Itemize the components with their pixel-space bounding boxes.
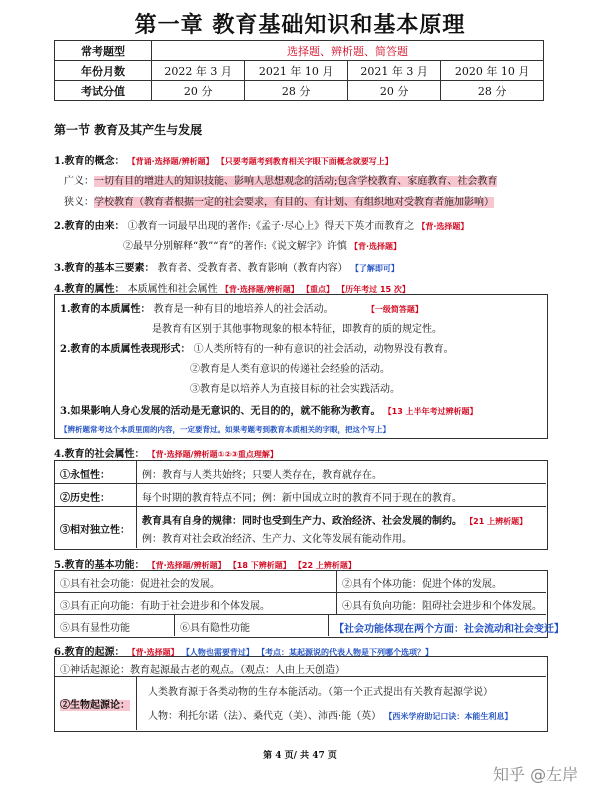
- social-label: ①永恒性：: [60, 470, 110, 481]
- row-label: 考试分值: [55, 81, 152, 101]
- question-types: 选择题、辨析题、简答题: [152, 41, 544, 61]
- year-cell: 2020 年 10 月: [441, 61, 544, 81]
- origin-word-line2: [123, 237, 401, 252]
- function-cell: ①具有社会功能：促进社会的发展。: [60, 579, 220, 590]
- attribute-line: [54, 280, 410, 295]
- score-cell: 20 分: [347, 81, 440, 101]
- highlight-text: 学校教育（教育者根据一定的社会要求，有目的、有计划、有组织地对受教育者施加影响）: [94, 197, 494, 208]
- label: 狭义：: [64, 197, 94, 208]
- section-title: 第一节 教育及其产生与发展: [54, 123, 203, 137]
- note: [60, 424, 390, 435]
- narrow-definition: [64, 193, 494, 208]
- tag: 【考点：某起源说的代表人物是下列哪个选项？】: [257, 648, 434, 657]
- essence-line: [60, 300, 423, 315]
- score-cell: 28 分: [441, 81, 544, 101]
- divider: [54, 676, 546, 677]
- function-note: 【社会功能体现在两个方面：社会流动和社会变迁】: [334, 624, 564, 635]
- score-cell: 20 分: [152, 81, 245, 101]
- divider: [54, 506, 546, 507]
- origin-edu-heading: 6.教育的起源：: [54, 647, 125, 658]
- year-cell: 2021 年 10 月: [245, 61, 348, 81]
- social-line: [54, 445, 278, 460]
- function-cell: ②具有个体功能：促进个体的发展。: [342, 579, 502, 590]
- text: 教育是一种有目的地培养人的社会活动。: [153, 304, 334, 315]
- function-cell: ③具有正向功能：有助于社会进步和个体发展。: [60, 601, 270, 612]
- divider: [328, 614, 329, 636]
- conclusion-line: [60, 402, 478, 417]
- origin-word-line1: [54, 217, 468, 232]
- social-text-row: [142, 512, 527, 527]
- tag: 【人物也需要背过】: [181, 648, 254, 657]
- function-cell: ⑥具有隐性功能: [180, 623, 250, 634]
- divider: [136, 676, 137, 730]
- social-heading: 4.教育的社会属性：: [54, 449, 145, 460]
- year-cell: 2021 年 3 月: [347, 61, 440, 81]
- manifest-heading: 2.教育的本质属性表现形式：: [60, 344, 191, 355]
- manifest-3: ③教育是以培养人为直接目标的社会实践活动。: [190, 384, 400, 395]
- text: 教育者、受教育者、教育影响（教育内容）: [157, 263, 348, 274]
- bio-line2-row: [148, 707, 512, 722]
- bio-line1: 人类教育源于各类动物的生存本能活动。（第一个正式提出有关教育起源学说）: [148, 687, 493, 698]
- attribute-heading: 4.教育的属性：: [54, 284, 125, 295]
- text: ①教育一词最早出现的著作:《孟子·尽心上》得天下英才而教育之: [127, 221, 415, 232]
- essence-heading: 1.教育的本质属性：: [60, 304, 151, 315]
- functions-line: [54, 556, 356, 571]
- conclusion: 3.如果影响人身心发展的活动是无意识的、无目的的，就不能称为教育。: [60, 406, 381, 417]
- elements-heading: 3.教育的基本三要素：: [54, 263, 155, 274]
- tag: 【背·选择题/辨析题】: [220, 285, 299, 294]
- tag: 【背·选择题】: [350, 242, 402, 251]
- text: ①人类所特有的一种有意识的社会活动，动物界没有教育。: [193, 344, 454, 355]
- tag: 【背·选择题/辨析题①②③重点理解】: [147, 450, 278, 459]
- row-label: 常考题型: [55, 41, 152, 61]
- myth-theory: ①神话起源论：教育起源最古老的观点。（观点：人由上天创造）: [60, 665, 345, 676]
- function-cell: ⑤具有显性功能: [60, 623, 130, 634]
- tag: 【重点】: [301, 285, 334, 294]
- tag: 【18 下辨析题】: [228, 561, 291, 570]
- social-text: 例：教育对社会政治经济、生产力、文化等发展有能动作用。: [142, 534, 412, 545]
- year-cell: 2022 年 3 月: [152, 61, 245, 81]
- highlight-text: 一切有目的增进人的知识技能、影响人思想观念的活动;包含学校教育、家庭教育、社会教育: [94, 176, 498, 187]
- chapter-title: 第一章 教育基础知识和基本原理: [134, 13, 466, 38]
- divider: [54, 592, 546, 593]
- tag: 【历年考过 15 次】: [337, 285, 410, 294]
- manifest-line: [60, 340, 454, 355]
- divider: [54, 614, 546, 615]
- score-cell: 28 分: [245, 81, 348, 101]
- tag: 【13 上半年考过辨析题】: [383, 407, 478, 416]
- bio-label: [60, 696, 130, 711]
- text: ②最早分别解释“教”“育”的著作:《说文解字》许慎: [123, 241, 347, 252]
- label: 广义：: [64, 176, 94, 187]
- tag: 【背诵·选择题/辨析题】: [127, 157, 214, 166]
- table-row: [55, 41, 544, 61]
- concept-heading-line: [54, 152, 393, 167]
- tag: 【西米学府助记口诀：本能生利息】: [384, 712, 513, 721]
- divider: [54, 483, 546, 484]
- social-label: ③相对独立性：: [60, 525, 130, 536]
- tag: 【背·选择题】: [417, 222, 469, 231]
- elements-line: [54, 259, 399, 274]
- tag: 【一级简答题】: [366, 305, 423, 314]
- concept-heading: 1.教育的概念：: [54, 156, 125, 167]
- bio-label-text: ②生物起源论：: [60, 700, 130, 711]
- broad-definition: [64, 172, 497, 187]
- tag: 【只要考题考到教育相关字眼下面概念就要写上】: [216, 157, 393, 166]
- social-label: ②历史性：: [60, 493, 110, 504]
- divider: [174, 614, 175, 636]
- bio-line2: 人物：利托尔诺（法）、桑代克（美）、沛西·能（英）: [148, 711, 382, 722]
- social-text: 例：教育与人类共始终；只要人类存在，教育就存在。: [142, 470, 382, 481]
- tag: 【21 上辨析题】: [465, 517, 528, 526]
- divider: [136, 460, 137, 548]
- function-cell: ④具有负向功能：阻碍社会进步和个体发展。: [342, 601, 542, 612]
- table-row: [55, 61, 544, 81]
- tag: 【了解即可】: [350, 264, 399, 273]
- exam-info-table: [54, 40, 544, 101]
- functions-heading: 5.教育的基本功能：: [54, 560, 145, 571]
- tag: 【背·选择题】: [127, 648, 179, 657]
- table-row: [55, 81, 544, 101]
- social-text: 教育具有自身的规律：同时也受到生产力、政治经济、社会发展的制约。: [142, 516, 462, 527]
- watermark: 知乎 @左岸: [493, 765, 579, 784]
- tag: 【背·选择题/辨析题】: [147, 561, 226, 570]
- text: 本质属性和社会属性: [127, 284, 218, 295]
- manifest-2: ②教育是人类有意识的传递社会经验的活动。: [190, 364, 390, 375]
- tag: 【22 上辨析题】: [293, 561, 356, 570]
- essence-line2: 是教育有区别于其他事物现象的根本特征，即教育的质的规定性。: [152, 324, 442, 335]
- social-text: 每个时期的教育特点不同；例：新中国成立时的教育不同于现在的教育。: [142, 493, 462, 504]
- origin-heading: 2.教育的由来：: [54, 221, 125, 232]
- note-text: 【辨析题常考这个本质里面的内容，一定要背过。如果考题考到教育本质相关的字眼，把这个写上】: [60, 425, 390, 434]
- row-label: 年份月数: [55, 61, 152, 81]
- page-footer: 第 4 页/ 共 47 页: [263, 751, 337, 761]
